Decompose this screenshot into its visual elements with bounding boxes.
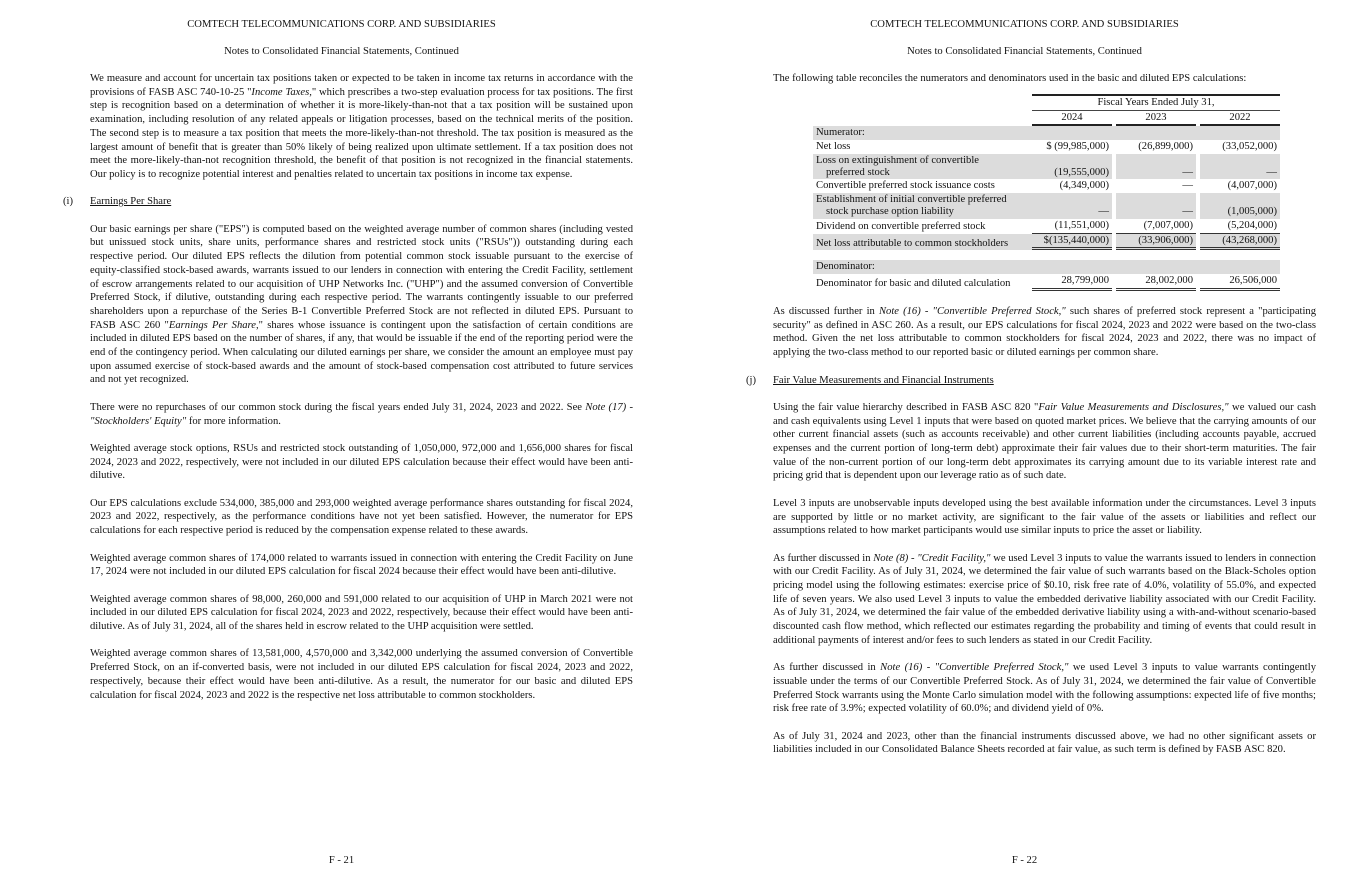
text-segment: Weighted average common shares of 13,581,000, 4,570,000 and 3,342,000 underlying the assumed conversion of Convertible Preferred Stock, on an if-converted basis, were not included in our diluted EPS calculation for fiscal 2024, 2023 and 2022, respectively, because their effect would have been anti-dilutive. As a result, the numerator for our basic and diluted EPS calculation for fiscal 2024, 2023 and 2022 is the respective net loss attributable to common stockholders. — [90, 648, 633, 701]
page-number: F - 21 — [328, 855, 355, 866]
numerator-label: Numerator: — [813, 126, 1280, 140]
text-segment: We measure and account for uncertain tax positions taken or expected to be taken in income tax returns in accordance with the provisions of FASB ASC 740-10-25 " — [90, 73, 633, 98]
year-header: 2024 — [1032, 111, 1112, 127]
value-cell: — — [1182, 180, 1193, 192]
italic-reference: Note (17) - "Stockholders' Equity" — [90, 401, 633, 427]
text-segment: Using the fair value hierarchy described in FASB ASC 820 " — [773, 401, 1039, 413]
italic-reference: Note (16) - "Convertible Preferred Stock," — [880, 662, 1069, 674]
page-number: F - 22 — [1011, 855, 1038, 866]
row-label: Dividend on convertible preferred stock — [816, 220, 986, 232]
row-label: Net loss — [816, 141, 851, 153]
value-cell: 26,506,000 — [1200, 274, 1280, 291]
text-segment: As discussed further in — [773, 306, 879, 318]
paragraph — [773, 552, 1316, 648]
table-row — [813, 274, 1280, 291]
section-title: Earnings Per Share — [90, 196, 172, 208]
text-segment: we used Level 3 inputs to value the warrants issued to lenders in connection with our Credit Facility. As of July 31, 2024, we determined the fair value of such warrants based on the Black-Scholes option pricing model using the following estimates: exercise price of $0.10, risk free rate of 4.0%, volatility of 55.0%, and expected life of seven years. We also used Level 3 inputs to value the embedded derivative liability associated with our Credit Facility. As of July 31, 2024, we determined the fair value of the embedded derivative liability using a with-and-without scenario-based discounted cash flow method, which reflected our estimates regarding the probability and timing of events that could result in additional payments of interest and/or fees to such lenders as stated in our Credit Facility. — [773, 552, 1316, 646]
text-segment: As of July 31, 2024 and 2023, other than the financial instruments discussed above, we had no other significant assets or liabilities included in our Consolidated Balance Sheets recorded at fair value, as such term is defined by FASB ASC 820. — [773, 730, 1316, 756]
section-number: (j) — [746, 374, 756, 386]
paragraph — [773, 730, 1316, 757]
text-segment: Weighted average common shares of 174,000 related to warrants issued in connection with entering the Credit Facility on June 17, 2024 were not included in our diluted EPS calculation for fiscal 2024 because their effect would have been anti-dilutive. — [90, 552, 633, 578]
paragraph — [773, 497, 1316, 538]
table-row — [813, 179, 1280, 193]
text-segment: There were no repurchases of our common stock during the fiscal years ended July 31, 2024, 2023 and 2022. See — [90, 401, 586, 413]
table-row — [813, 140, 1280, 154]
row-label: Loss on extinguishment of convertible preferred stock — [813, 154, 1032, 180]
paragraph — [90, 401, 633, 428]
paragraph-group — [90, 72, 633, 182]
text-segment: Our EPS calculations exclude 534,000, 385,000 and 293,000 weighted average performance shares outstanding for fiscal 2024, 2023 and 2022, respectively, as the performance conditions have not yet been satisfied. However, the numerator for EPS calculations for each respective period is reduced by the compensation expense related to these awards. — [90, 497, 633, 537]
paragraph — [773, 401, 1316, 483]
value-cell: — — [1032, 193, 1112, 219]
text-segment: As further discussed in — [773, 662, 881, 674]
value-cell: (4,349,000) — [1059, 180, 1109, 192]
text-segment: for more information. — [186, 415, 281, 427]
value-cell: $ (99,985,000) — [1046, 141, 1109, 153]
year-header: 2022 — [1200, 111, 1280, 127]
page-body — [746, 72, 1317, 771]
value-cell: (43,268,000) — [1200, 234, 1280, 251]
paragraph — [90, 593, 633, 634]
year-header: 2023 — [1116, 111, 1196, 127]
value-cell: (33,052,000) — [1222, 141, 1277, 153]
paragraph — [773, 305, 1316, 360]
text-segment: " which prescribes a two-step evaluation process for tax positions. The first step is recognition based on a determination of whether it is more-likely-than-not that a tax position will be sustained upon examination, including resolution of any related appeals or litigation processes, based on the technical merits of the position. The second step is to measure a tax position that meets the more-likely-than-not threshold. The tax position is measured as the largest amount of benefit that is greater than 50% likely of being realized upon ultimate settlement. If a tax position does not meet the more-likely-than-not recognition threshold, the benefit of that position is not recognized in the financial statements. Our policy is to recognize potential interest and penalties related to uncertain tax positions in income tax expense. — [90, 86, 633, 180]
value-cell: 28,002,000 — [1116, 274, 1196, 291]
value-cell: (33,906,000) — [1116, 234, 1196, 251]
text-segment: As further discussed in — [773, 552, 874, 564]
text-segment: we valued our cash and cash equivalents using Level 1 inputs that were based on quoted market prices. We believe that the carrying amounts of our other current financial assets (such as accounts receivable) and other current liabilities (including accounts payable, accrued expenses and the current portion of long-term debt) approximate their fair values due to their short-term maturities. The fair value of the non-current portion of our long-term debt approximates its carrying amount due to its variable interest rate and pricing grid that is dependent upon our leverage ratio as of such date. — [773, 401, 1316, 482]
italic-reference: Earnings Per Share, — [168, 319, 259, 331]
value-cell: — — [1116, 193, 1196, 219]
value-cell: 28,799,000 — [1032, 274, 1112, 291]
row-label: Establishment of initial convertible preferred stock purchase option liability — [813, 193, 1032, 219]
paragraph-group — [773, 305, 1316, 360]
paragraph — [90, 442, 633, 483]
value-cell: (7,007,000) — [1116, 219, 1196, 234]
value-cell: — — [1116, 154, 1196, 180]
value-cell: (26,899,000) — [1138, 141, 1193, 153]
text-segment: we used Level 3 inputs to value warrants contingently issuable under the terms of our Convertible Preferred Stock. As of July 31, 2024, we determined the fair value of Convertible Preferred Stock warrants using the Monte Carlo simulation model with the following assumptions: expected life of five months; risk free rate of 3.9%; expected volatility of 60.0%; and dividend yield of 0%. — [773, 662, 1316, 715]
text-segment: " shares whose issuance is contingent upon the satisfaction of certain conditions are included in diluted EPS based on the number of shares, if any, that would be issuable if the end of the reporting period were the end of the contingency period. When calculating our diluted earnings per share, we consider the amount an employee must pay upon assumed exercise of stock-based awards and the amount of stock-based compensation cost attributed to future services and not yet recognized. — [90, 319, 633, 386]
denominator-label: Denominator: — [813, 260, 1280, 274]
paragraph-group — [90, 223, 633, 703]
value-cell: $(135,440,000) — [1032, 234, 1112, 251]
table-intro: The following table reconciles the numerators and denominators used in the basic and diluted EPS calculations: — [773, 73, 1247, 84]
section-title: Fair Value Measurements and Financial Instruments — [773, 374, 994, 386]
paragraph — [90, 223, 633, 387]
notes-subheader: Notes to Consolidated Financial Statements, Continued — [907, 46, 1142, 57]
value-cell: (1,005,000) — [1200, 193, 1280, 219]
paragraph — [90, 647, 633, 702]
text-segment: Weighted average stock options, RSUs and restricted stock outstanding of 1,050,000, 972,000 and 1,656,000 shares for fiscal 2024, 2023 and 2022, respectively, were not included in our diluted EPS calculation because their effect would have been anti-dilutive. — [90, 442, 633, 482]
section-heading — [63, 195, 633, 209]
italic-reference: Fair Value Measurements and Disclosures," — [1038, 401, 1229, 413]
italic-reference: Note (16) - "Convertible Preferred Stock," — [878, 306, 1066, 318]
text-segment: Our basic earnings per share ("EPS") is computed based on the weighted average number of common shares (including vested but unissued stock units, share units, performance shares and restricted stock units ("RSUs")) outstanding during each respective period. Our diluted EPS reflects the dilution from potential common stock issuable pursuant to the exercise of equity-classified stock-based awards, warrants issued to our lenders in connection with entering the Credit Facility, settlement of escrow arrangements related to our acquisition of UHP Networks Inc. ("UHP") and the assumed conversion of Convertible Preferred Stock, if dilutive, outstanding during each respective period. The warrants contingently issuable to our preferred shareholders upon a repurchase of the Series B-1 Convertible Preferred Stock are not reflected in diluted EPS. Pursuant to FASB ASC 260 " — [90, 223, 633, 331]
text-segment: Weighted average common shares of 98,000, 260,000 and 591,000 related to our acquisition of UHP in March 2021 were not included in our diluted EPS calculation for fiscal 2024, 2023 and 2022, respectively, because their effect would have been anti-dilutive. As of July 31, 2024, all of the shares held in escrow related to the UHP acquisition were settled. — [90, 593, 633, 633]
paragraph — [90, 72, 633, 182]
company-header: COMTECH TELECOMMUNICATIONS CORP. AND SUBSIDIARIES — [870, 19, 1179, 30]
period-header: Fiscal Years Ended July 31, — [1032, 94, 1280, 111]
value-cell: (11,551,000) — [1032, 219, 1112, 234]
row-label: Convertible preferred stock issuance costs — [816, 180, 995, 192]
paragraph — [90, 552, 633, 579]
row-label: Net loss attributable to common stockholders — [813, 234, 1032, 251]
text-segment: such shares of preferred stock represent a "participating security" as defined in ASC 260. As a result, our EPS calculations for fiscal 2024, 2023 and 2022 were based on the two-class method. Given the net loss attributable to common stockholders for fiscal 2024, 2023 and 2022, there was no impact of applying the two-class method to our reported basic or diluted earnings per common share. — [773, 306, 1317, 359]
table-row — [813, 154, 1280, 180]
paragraph — [90, 497, 633, 538]
paragraph-group — [773, 401, 1316, 757]
notes-subheader: Notes to Consolidated Financial Statements, Continued — [224, 46, 459, 57]
table-row — [813, 219, 1280, 234]
value-cell: — — [1200, 154, 1280, 180]
paragraph — [773, 661, 1316, 716]
value-cell: (19,555,000) — [1032, 154, 1112, 180]
italic-reference: Note (8) - "Credit Facility," — [873, 552, 991, 564]
section-number: (i) — [63, 196, 73, 208]
table-row — [813, 193, 1280, 219]
text-segment: Level 3 inputs are unobservable inputs developed using the best available information under the circumstances. Level 3 inputs are supported by little or no market activity, are significant to the fair value of the assets or liabilities and reflect our assumptions related to how market participants would use similar inputs to price the asset or liability. — [773, 497, 1316, 537]
page-body — [63, 72, 633, 716]
row-label: Denominator for basic and diluted calculation — [816, 278, 1011, 290]
page-right — [683, 0, 1365, 889]
section-heading — [746, 374, 1316, 388]
value-cell: (4,007,000) — [1227, 180, 1277, 192]
table-row — [813, 234, 1280, 251]
eps-table — [813, 94, 1280, 291]
italic-reference: Income Taxes, — [251, 86, 312, 98]
company-header: COMTECH TELECOMMUNICATIONS CORP. AND SUBSIDIARIES — [187, 19, 496, 30]
value-cell: (5,204,000) — [1200, 219, 1280, 234]
